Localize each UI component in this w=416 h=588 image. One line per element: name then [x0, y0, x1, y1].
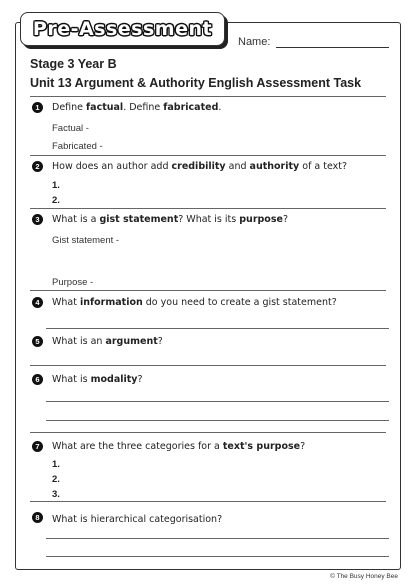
question-number: 5 — [32, 336, 43, 347]
section-divider — [30, 501, 386, 502]
question-2: How does an author add credibility and authority of a text? — [52, 161, 348, 172]
stage-heading: Stage 3 Year B — [30, 57, 117, 71]
section-divider — [30, 432, 386, 433]
section-divider — [30, 155, 386, 156]
list-item: 2. — [52, 474, 60, 485]
page-title: Pre-Assessment — [32, 18, 213, 40]
question-5: What is an argument? — [52, 336, 163, 347]
list-item: 1. — [52, 180, 60, 191]
question-number: 1 — [32, 102, 43, 113]
question-number: 2 — [32, 161, 43, 172]
question-1: Define factual. Define fabricated. — [52, 102, 222, 113]
factual-field-label: Factual - — [52, 123, 89, 134]
title-banner — [20, 12, 225, 46]
name-line[interactable] — [276, 36, 389, 48]
question-number: 4 — [32, 297, 43, 308]
question-7: What are the three categories for a text's purpose? — [52, 441, 306, 452]
section-divider — [30, 365, 386, 366]
copyright-footer: © The Busy Honey Bee — [330, 573, 398, 580]
section-divider — [30, 290, 386, 291]
question-number: 8 — [32, 512, 43, 523]
question-3: What is a gist statement? What is its purpose? — [52, 214, 288, 225]
answer-line[interactable] — [46, 538, 389, 539]
answer-line[interactable] — [46, 401, 389, 402]
fabricated-field-label: Fabricated - — [52, 141, 103, 152]
question-8: What is hierarchical categorisation? — [52, 514, 223, 525]
list-item: 3. — [52, 489, 60, 500]
question-4: What information do you need to create a gist statement? — [52, 297, 337, 308]
section-divider — [30, 96, 386, 97]
question-number: 6 — [32, 374, 43, 385]
name-label: Name: — [238, 36, 271, 48]
question-number: 7 — [32, 441, 43, 452]
purpose-field-label: Purpose - — [52, 277, 94, 288]
name-row — [238, 36, 389, 48]
section-divider — [30, 208, 386, 209]
answer-line[interactable] — [46, 328, 389, 329]
list-item: 1. — [52, 459, 60, 470]
answer-line[interactable] — [46, 556, 389, 557]
answer-line[interactable] — [46, 420, 389, 421]
gist-statement-field-label: Gist statement - — [52, 235, 120, 246]
question-number: 3 — [32, 214, 43, 225]
unit-heading: Unit 13 Argument & Authority English Assessment Task — [30, 76, 362, 90]
question-6: What is modality? — [52, 374, 143, 385]
list-item: 2. — [52, 195, 60, 206]
